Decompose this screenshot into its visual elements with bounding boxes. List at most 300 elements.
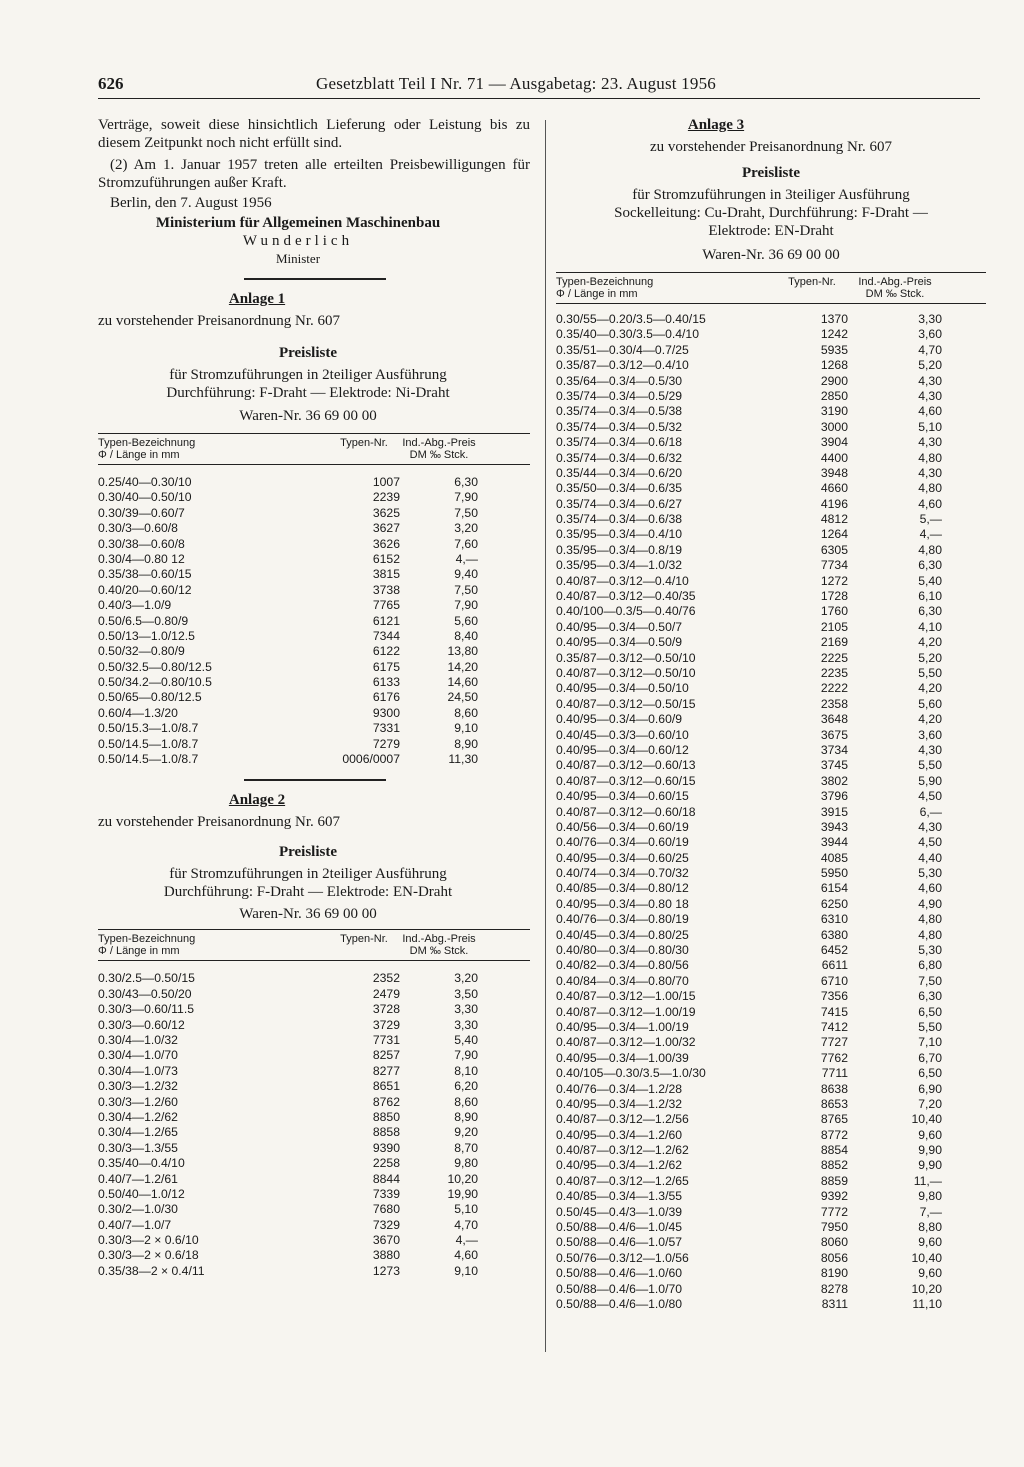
type-number-cell: 6152 bbox=[372, 551, 400, 566]
type-designation-cell: 0.40/87—0.3/12—1.2/56 bbox=[556, 1112, 689, 1127]
type-designation-cell: 0.40/87—0.3/12—0.50/15 bbox=[556, 696, 696, 711]
type-number-cell: 7339 bbox=[372, 1186, 400, 1201]
type-designation-cell: 0.35/40—0.4/10 bbox=[98, 1156, 185, 1171]
price-cell: 4,30 bbox=[918, 465, 942, 480]
price-cell: 6,30 bbox=[918, 604, 942, 619]
type-number-cell: 5950 bbox=[820, 866, 848, 881]
type-number-cell: 2235 bbox=[820, 665, 848, 680]
type-number-cell: 3625 bbox=[372, 505, 400, 520]
type-designation-cell: 0.50/14.5—1.0/8.7 bbox=[98, 736, 199, 751]
table-row bbox=[98, 1125, 536, 1140]
type-designation-cell: 0.50/6.5—0.80/9 bbox=[98, 613, 189, 628]
table-row bbox=[556, 835, 986, 850]
price-cell: 9,10 bbox=[454, 721, 478, 736]
price-cell: 5,20 bbox=[918, 358, 942, 373]
price-cell: 6,70 bbox=[918, 1050, 942, 1065]
price-cell: 4,70 bbox=[454, 1217, 478, 1232]
type-designation-cell: 0.50/65—0.80/12.5 bbox=[98, 690, 202, 705]
type-designation-cell: 0.40/84—0.3/4—0.80/70 bbox=[556, 973, 689, 988]
table-row bbox=[556, 820, 986, 835]
price-cell: 4,30 bbox=[918, 373, 942, 388]
type-designation-cell: 0.30/3—2 × 0.6/10 bbox=[98, 1233, 199, 1248]
price-cell: 10,20 bbox=[447, 1171, 478, 1186]
type-designation-cell: 0.40/87—0.3/12—1.2/65 bbox=[556, 1173, 689, 1188]
type-designation-cell: 0.40/95—0.3/4—0.50/10 bbox=[556, 681, 689, 696]
type-designation-cell: 0.30/4—1.2/65 bbox=[98, 1125, 178, 1140]
type-number-cell: 1007 bbox=[372, 475, 400, 489]
type-designation-cell: 0.40/7—1.2/61 bbox=[98, 1171, 178, 1186]
price-cell: 6,30 bbox=[454, 475, 478, 489]
type-number-cell: 7772 bbox=[820, 1204, 848, 1219]
type-designation-cell: 0.40/95—0.3/4—1.2/60 bbox=[556, 1127, 683, 1142]
type-designation-cell: 0.50/32.5—0.80/12.5 bbox=[98, 659, 212, 674]
price-cell: 8,90 bbox=[454, 736, 478, 751]
price-cell: 6,30 bbox=[918, 558, 942, 573]
table-row bbox=[556, 1266, 986, 1281]
table-row bbox=[556, 728, 986, 743]
type-designation-cell: 0.40/87—0.3/12—1.2/62 bbox=[556, 1143, 689, 1158]
table-row bbox=[556, 358, 986, 373]
price-cell: 4,30 bbox=[918, 388, 942, 403]
annex1-table-header bbox=[98, 433, 530, 465]
type-number-cell: 8190 bbox=[820, 1266, 848, 1281]
type-designation-cell: 0.40/85—0.3/4—1.3/55 bbox=[556, 1189, 683, 1204]
type-number-cell: 2358 bbox=[820, 696, 848, 711]
table-row bbox=[556, 928, 986, 943]
annex1-subheading: zu vorstehender Preisanordnung Nr. 607 bbox=[98, 313, 341, 329]
price-cell: 7,20 bbox=[918, 1096, 942, 1111]
type-designation-cell: 0.35/95—0.3/4—0.8/19 bbox=[556, 542, 683, 557]
table-row bbox=[98, 1141, 536, 1156]
type-designation-cell: 0.35/74—0.3/4—0.6/27 bbox=[556, 496, 683, 511]
price-cell: 7,50 bbox=[918, 973, 942, 988]
closing-paragraph: Verträge, soweit diese hinsichtlich Lieferung oder Leistung bis zu diesem Zeitpunkt noch nicht erfüllt sind. bbox=[98, 117, 530, 151]
table-row bbox=[556, 512, 986, 527]
type-designation-cell: 0.30/3—1.2/32 bbox=[98, 1079, 178, 1094]
type-designation-cell: 0.50/88—0.4/6—1.0/60 bbox=[556, 1266, 683, 1281]
type-designation-cell: 0.30/55—0.20/3.5—0.40/15 bbox=[556, 312, 706, 326]
type-number-cell: 6710 bbox=[820, 973, 848, 988]
table-row bbox=[556, 743, 986, 758]
table-row bbox=[556, 712, 986, 727]
annex2-col-number-header: Typen-Nr. bbox=[340, 933, 388, 946]
price-cell: 9,60 bbox=[918, 1127, 942, 1142]
price-cell: 8,80 bbox=[918, 1220, 942, 1235]
type-number-cell: 4400 bbox=[820, 450, 848, 465]
type-number-cell: 7711 bbox=[821, 1066, 848, 1081]
type-designation-cell: 0.40/80—0.3/4—0.80/30 bbox=[556, 943, 689, 958]
type-designation-cell: 0.50/88—0.4/6—1.0/80 bbox=[556, 1297, 683, 1311]
type-number-cell: 6121 bbox=[372, 613, 400, 628]
signatory-name: Wunderlich bbox=[242, 233, 354, 249]
price-cell: 4,60 bbox=[918, 404, 942, 419]
annex3-desc-2: Sockelleitung: Cu-Draht, Durchführung: F-Draht — bbox=[614, 205, 928, 221]
type-number-cell: 8858 bbox=[372, 1125, 400, 1140]
table-row bbox=[556, 758, 986, 773]
type-designation-cell: 0.40/87—0.3/12—0.4/10 bbox=[556, 573, 689, 588]
type-number-cell: 1264 bbox=[820, 527, 848, 542]
annex3-table-body bbox=[556, 312, 986, 1312]
table-row bbox=[556, 404, 986, 419]
annex3-table-header bbox=[556, 272, 986, 304]
type-designation-cell: 0.40/95—0.3/4—1.00/19 bbox=[556, 1019, 689, 1034]
table-row bbox=[556, 1205, 986, 1220]
type-designation-cell: 0.30/4—0.80 12 bbox=[98, 551, 185, 566]
price-cell: 5,30 bbox=[918, 943, 942, 958]
table-row bbox=[556, 1220, 986, 1235]
price-cell: 4,20 bbox=[918, 712, 942, 727]
table-row bbox=[98, 490, 536, 505]
table-row bbox=[98, 690, 536, 705]
table-row bbox=[556, 681, 986, 696]
type-number-cell: 3796 bbox=[820, 789, 848, 804]
price-cell: 6,50 bbox=[918, 1004, 942, 1019]
type-number-cell: 6305 bbox=[820, 542, 848, 557]
type-designation-cell: 0.40/87—0.3/12—0.60/15 bbox=[556, 773, 696, 788]
type-designation-cell: 0.40/95—0.3/4—0.60/25 bbox=[556, 850, 689, 865]
annex2-desc-1: für Stromzuführungen in 2teiliger Ausführung bbox=[169, 866, 447, 883]
type-designation-cell: 0.40/95—0.3/4—0.60/15 bbox=[556, 789, 689, 804]
type-designation-cell: 0.40/76—0.3/4—0.60/19 bbox=[556, 835, 689, 850]
table-row bbox=[98, 1033, 536, 1048]
table-row bbox=[556, 1005, 986, 1020]
table-row bbox=[556, 374, 986, 389]
type-designation-cell: 0.50/45—0.4/3—1.0/39 bbox=[556, 1204, 683, 1219]
price-cell: 4,10 bbox=[918, 619, 942, 634]
table-row bbox=[556, 789, 986, 804]
table-row bbox=[556, 1097, 986, 1112]
type-designation-cell: 0.40/95—0.3/4—1.2/32 bbox=[556, 1096, 683, 1111]
table-row bbox=[556, 527, 986, 542]
price-cell: 4,30 bbox=[918, 742, 942, 757]
annex2-subheading: zu vorstehender Preisanordnung Nr. 607 bbox=[98, 814, 341, 831]
table-row bbox=[556, 651, 986, 666]
annex2-desc-2: Durchführung: F-Draht — Elektrode: EN-Draht bbox=[163, 884, 453, 901]
type-designation-cell: 0.35/74—0.3/4—0.6/32 bbox=[556, 450, 683, 465]
type-number-cell: 7356 bbox=[820, 989, 848, 1004]
page-number: 626 bbox=[98, 74, 124, 93]
type-number-cell: 8651 bbox=[372, 1079, 400, 1094]
table-row bbox=[556, 989, 986, 1004]
price-cell: 9,80 bbox=[918, 1189, 942, 1204]
type-number-cell: 8859 bbox=[820, 1173, 848, 1188]
annex2-waren-nr: Waren-Nr. 36 69 00 00 bbox=[239, 906, 377, 923]
table-row bbox=[556, 974, 986, 989]
table-row bbox=[556, 1082, 986, 1097]
type-number-cell: 7950 bbox=[820, 1220, 848, 1235]
type-number-cell: 3648 bbox=[820, 712, 848, 727]
type-designation-cell: 0.40/20—0.60/12 bbox=[98, 582, 192, 597]
type-number-cell: 5935 bbox=[820, 342, 848, 357]
price-cell: 4,50 bbox=[918, 835, 942, 850]
type-number-cell: 0006/0007 bbox=[342, 752, 400, 767]
type-designation-cell: 0.35/87—0.3/12—0.50/10 bbox=[556, 650, 696, 665]
type-number-cell: 6310 bbox=[820, 912, 848, 927]
annex2-heading: Anlage 2 bbox=[228, 792, 286, 809]
type-designation-cell: 0.30/3—1.2/60 bbox=[98, 1094, 178, 1109]
price-cell: 9,10 bbox=[454, 1263, 478, 1278]
price-cell: 4,80 bbox=[918, 450, 942, 465]
price-cell: 4,60 bbox=[918, 881, 942, 896]
table-row bbox=[556, 466, 986, 481]
type-designation-cell: 0.30/2.5—0.50/15 bbox=[98, 971, 195, 986]
table-row bbox=[98, 1202, 536, 1217]
table-row bbox=[98, 644, 536, 659]
type-designation-cell: 0.50/13—1.0/12.5 bbox=[98, 628, 195, 643]
price-cell: 9,60 bbox=[918, 1235, 942, 1250]
price-cell: 7,90 bbox=[454, 490, 478, 505]
type-number-cell: 1370 bbox=[820, 312, 848, 326]
price-cell: 4,— bbox=[455, 1233, 478, 1248]
price-cell: 3,20 bbox=[454, 521, 478, 536]
type-number-cell: 3904 bbox=[820, 435, 848, 450]
type-number-cell: 6133 bbox=[372, 675, 400, 690]
type-designation-cell: 0.30/3—0.60/11.5 bbox=[98, 1002, 194, 1017]
price-cell: 11,10 bbox=[912, 1297, 942, 1311]
type-designation-cell: 0.40/95—0.3/4—0.60/9 bbox=[556, 712, 683, 727]
table-row bbox=[98, 660, 536, 675]
type-number-cell: 8765 bbox=[820, 1112, 848, 1127]
annex2-col-type-header: Typen-Bezeichnung Φ / Länge in mm bbox=[98, 933, 196, 958]
type-number-cell: 6175 bbox=[372, 659, 400, 674]
type-designation-cell: 0.40/85—0.3/4—0.80/12 bbox=[556, 881, 689, 896]
type-designation-cell: 0.30/4—1.2/62 bbox=[98, 1109, 178, 1124]
price-cell: 5,50 bbox=[918, 758, 942, 773]
table-row bbox=[556, 958, 986, 973]
table-row bbox=[98, 1248, 536, 1263]
type-number-cell: 6176 bbox=[372, 690, 400, 705]
table-row bbox=[556, 1035, 986, 1050]
table-row bbox=[98, 706, 536, 721]
type-number-cell: 8311 bbox=[821, 1297, 848, 1311]
type-designation-cell: 0.50/76—0.3/12—1.0/56 bbox=[556, 1250, 689, 1265]
type-designation-cell: 0.40/95—0.3/4—0.80 18 bbox=[556, 896, 689, 911]
table-row bbox=[98, 675, 536, 690]
price-cell: 6,50 bbox=[918, 1066, 942, 1081]
annex3-desc-3: Elektrode: EN-Draht bbox=[708, 223, 834, 239]
type-number-cell: 9300 bbox=[372, 705, 400, 720]
price-cell: 8,90 bbox=[454, 1109, 478, 1124]
type-designation-cell: 0.35/74—0.3/4—0.5/32 bbox=[556, 419, 683, 434]
price-cell: 5,50 bbox=[918, 1019, 942, 1034]
table-row bbox=[556, 604, 986, 619]
table-row bbox=[556, 497, 986, 512]
type-number-cell: 6380 bbox=[820, 927, 848, 942]
type-designation-cell: 0.50/32—0.80/9 bbox=[98, 644, 185, 659]
section-rule bbox=[244, 779, 386, 781]
table-row bbox=[98, 567, 536, 582]
annex1-heading: Anlage 1 bbox=[228, 291, 286, 307]
type-designation-cell: 0.60/4—1.3/20 bbox=[98, 705, 178, 720]
annex1-col-price-header: Ind.-Abg.-Preis DM ‰ Stck. bbox=[402, 437, 476, 461]
table-row bbox=[556, 635, 986, 650]
type-number-cell: 7279 bbox=[372, 736, 400, 751]
price-cell: 3,30 bbox=[454, 1017, 478, 1032]
price-cell: 5,60 bbox=[918, 696, 942, 711]
header-title: Gesetzblatt Teil I Nr. 71 — Ausgabetag: 23. August 1956 bbox=[316, 74, 716, 93]
section-rule bbox=[244, 278, 386, 280]
table-row bbox=[556, 805, 986, 820]
type-designation-cell: 0.40/100—0.3/5—0.40/76 bbox=[556, 604, 696, 619]
type-number-cell: 3745 bbox=[820, 758, 848, 773]
place-date: Berlin, den 7. August 1956 bbox=[110, 195, 272, 211]
price-cell: 9,60 bbox=[918, 1266, 942, 1281]
table-row bbox=[556, 1297, 986, 1312]
price-cell: 5,40 bbox=[918, 573, 942, 588]
annex3-heading: Anlage 3 bbox=[687, 117, 745, 133]
type-designation-cell: 0.50/88—0.4/6—1.0/70 bbox=[556, 1281, 683, 1296]
type-number-cell: 4085 bbox=[820, 850, 848, 865]
type-designation-cell: 0.35/74—0.3/4—0.6/38 bbox=[556, 512, 683, 527]
type-number-cell: 4660 bbox=[820, 481, 848, 496]
type-designation-cell: 0.40/95—0.3/4—0.50/7 bbox=[556, 619, 683, 634]
type-designation-cell: 0.40/95—0.3/4—0.50/9 bbox=[556, 635, 683, 650]
table-row bbox=[98, 1233, 536, 1248]
type-number-cell: 2169 bbox=[820, 635, 848, 650]
table-row bbox=[556, 943, 986, 958]
type-designation-cell: 0.40/87—0.3/12—1.00/19 bbox=[556, 1004, 696, 1019]
price-cell: 8,60 bbox=[454, 1094, 478, 1109]
price-cell: 9,80 bbox=[454, 1156, 478, 1171]
type-number-cell: 3943 bbox=[820, 819, 848, 834]
price-cell: 4,90 bbox=[918, 896, 942, 911]
price-cell: 7,90 bbox=[454, 1048, 478, 1063]
type-number-cell: 6250 bbox=[820, 896, 848, 911]
type-designation-cell: 0.35/50—0.3/4—0.6/35 bbox=[556, 481, 683, 496]
type-designation-cell: 0.40/87—0.3/12—0.50/10 bbox=[556, 665, 696, 680]
table-row bbox=[98, 1110, 536, 1125]
type-designation-cell: 0.30/2—1.0/30 bbox=[98, 1202, 178, 1217]
price-cell: 8,70 bbox=[454, 1140, 478, 1155]
table-row bbox=[98, 1187, 536, 1202]
ministry-name: Ministerium für Allgemeinen Maschinenbau bbox=[155, 215, 441, 231]
type-number-cell: 2352 bbox=[372, 971, 400, 986]
table-row bbox=[98, 1018, 536, 1033]
table-row bbox=[556, 666, 986, 681]
table-row bbox=[98, 1048, 536, 1063]
price-cell: 4,30 bbox=[918, 819, 942, 834]
type-designation-cell: 0.30/43—0.50/20 bbox=[98, 986, 192, 1001]
table-row bbox=[98, 1095, 536, 1110]
type-number-cell: 4196 bbox=[820, 496, 848, 511]
price-cell: 8,10 bbox=[454, 1063, 478, 1078]
type-number-cell: 3948 bbox=[820, 465, 848, 480]
type-number-cell: 8762 bbox=[372, 1094, 400, 1109]
price-cell: 4,80 bbox=[918, 912, 942, 927]
type-designation-cell: 0.40/76—0.3/4—0.80/19 bbox=[556, 912, 689, 927]
table-row bbox=[556, 343, 986, 358]
price-cell: 6,80 bbox=[918, 958, 942, 973]
type-number-cell: 1273 bbox=[372, 1263, 400, 1278]
type-number-cell: 7727 bbox=[820, 1035, 848, 1050]
type-designation-cell: 0.40/45—0.3/4—0.80/25 bbox=[556, 927, 689, 942]
table-row bbox=[98, 1218, 536, 1233]
price-cell: 9,90 bbox=[918, 1158, 942, 1173]
table-row bbox=[556, 774, 986, 789]
table-row bbox=[98, 598, 536, 613]
type-number-cell: 8060 bbox=[820, 1235, 848, 1250]
price-cell: 10,40 bbox=[911, 1112, 942, 1127]
annex2-col-price-header: Ind.-Abg.-Preis DM ‰ Stck. bbox=[402, 933, 476, 958]
type-number-cell: 8278 bbox=[820, 1281, 848, 1296]
type-number-cell: 3000 bbox=[820, 419, 848, 434]
annex1-waren-nr: Waren-Nr. 36 69 00 00 bbox=[239, 408, 377, 424]
table-row bbox=[556, 481, 986, 496]
price-cell: 11,— bbox=[913, 1173, 942, 1188]
price-cell: 19,90 bbox=[447, 1186, 478, 1201]
table-row bbox=[556, 543, 986, 558]
page-header bbox=[98, 74, 980, 99]
table-row bbox=[556, 589, 986, 604]
type-designation-cell: 0.40/87—0.3/12—0.60/13 bbox=[556, 758, 696, 773]
table-row bbox=[98, 1002, 536, 1017]
type-number-cell: 8257 bbox=[372, 1048, 400, 1063]
price-cell: 7,50 bbox=[454, 505, 478, 520]
price-cell: 7,— bbox=[919, 1204, 942, 1219]
table-row bbox=[98, 614, 536, 629]
type-number-cell: 8844 bbox=[372, 1171, 400, 1186]
type-number-cell: 8056 bbox=[820, 1250, 848, 1265]
type-designation-cell: 0.50/14.5—1.0/8.7 bbox=[98, 752, 199, 767]
type-number-cell: 2479 bbox=[372, 986, 400, 1001]
price-cell: 4,40 bbox=[918, 850, 942, 865]
price-cell: 4,30 bbox=[918, 435, 942, 450]
type-number-cell: 2239 bbox=[372, 490, 400, 505]
price-cell: 4,20 bbox=[918, 635, 942, 650]
annex2-table-body bbox=[98, 971, 536, 1279]
type-designation-cell: 0.50/88—0.4/6—1.0/45 bbox=[556, 1220, 683, 1235]
price-cell: 5,90 bbox=[918, 773, 942, 788]
price-cell: 5,10 bbox=[454, 1202, 478, 1217]
price-cell: 7,60 bbox=[454, 536, 478, 551]
table-row bbox=[98, 475, 536, 490]
price-cell: 6,90 bbox=[918, 1081, 942, 1096]
type-number-cell: 8653 bbox=[820, 1096, 848, 1111]
table-row bbox=[98, 971, 536, 986]
table-row bbox=[556, 1235, 986, 1250]
type-designation-cell: 0.30/38—0.60/8 bbox=[98, 536, 185, 551]
type-designation-cell: 0.35/40—0.30/3.5—0.4/10 bbox=[556, 327, 699, 342]
type-designation-cell: 0.40/82—0.3/4—0.80/56 bbox=[556, 958, 689, 973]
type-designation-cell: 0.40/56—0.3/4—0.60/19 bbox=[556, 819, 689, 834]
column-divider bbox=[545, 120, 546, 1352]
type-number-cell: 1728 bbox=[820, 589, 848, 604]
type-designation-cell: 0.35/95—0.3/4—0.4/10 bbox=[556, 527, 683, 542]
table-row bbox=[556, 1158, 986, 1173]
table-row bbox=[98, 583, 536, 598]
price-cell: 4,— bbox=[919, 527, 942, 542]
type-designation-cell: 0.30/39—0.60/7 bbox=[98, 505, 185, 520]
annex1-table-body bbox=[98, 475, 536, 767]
table-row bbox=[98, 521, 536, 536]
table-row bbox=[98, 552, 536, 567]
type-designation-cell: 0.30/4—1.0/73 bbox=[98, 1063, 178, 1078]
price-cell: 4,50 bbox=[918, 789, 942, 804]
type-number-cell: 7734 bbox=[820, 558, 848, 573]
type-number-cell: 8850 bbox=[372, 1109, 400, 1124]
type-designation-cell: 0.40/45—0.3/3—0.60/10 bbox=[556, 727, 689, 742]
signatory-role: Minister bbox=[275, 251, 321, 266]
type-number-cell: 2222 bbox=[820, 681, 848, 696]
type-number-cell: 9392 bbox=[820, 1189, 848, 1204]
type-designation-cell: 0.40/95—0.3/4—1.2/62 bbox=[556, 1158, 683, 1173]
type-number-cell: 3626 bbox=[372, 536, 400, 551]
type-designation-cell: 0.40/87—0.3/12—1.00/15 bbox=[556, 989, 696, 1004]
table-row bbox=[556, 697, 986, 712]
price-cell: 9,20 bbox=[454, 1125, 478, 1140]
annex3-col-price-header: Ind.-Abg.-Preis DM ‰ Stck. bbox=[858, 276, 932, 300]
annex3-col-type-header: Typen-Bezeichnung Φ / Länge in mm bbox=[556, 276, 654, 300]
